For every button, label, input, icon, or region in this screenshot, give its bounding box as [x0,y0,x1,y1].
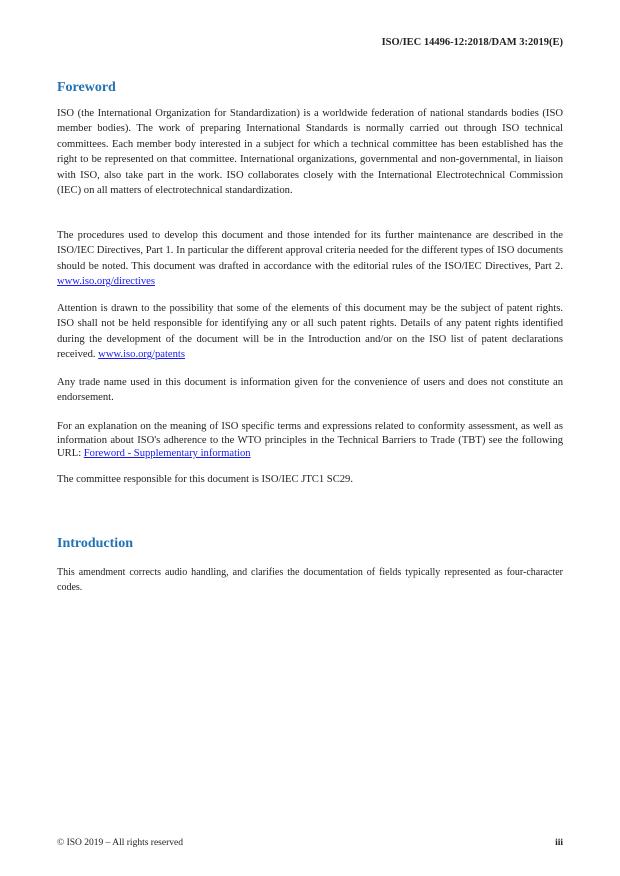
directives-link[interactable]: www.iso.org/directives [57,276,155,288]
copyright-footer: © ISO 2019 – All rights reserved [57,838,183,848]
paragraph-text: The procedures used to develop this document and those intended for its further maintenance are described in the ISO/IEC Directives, Part 1. In particular the different approval criteria needed for the different types of ISO documents should be noted. This document was drafted in accordance with the editorial rules of the ISO/IEC Directives, Part 2. [57,230,563,272]
page-number: iii [555,838,563,848]
document-id-header: ISO/IEC 14496-12:2018/DAM 3:2019(E) [381,37,563,48]
foreword-paragraph-6: The committee responsible for this document is ISO/IEC JTC1 SC29. [57,474,354,485]
foreword-heading: Foreword [57,80,116,95]
supplementary-info-link[interactable]: Foreword - Supplementary information [83,448,251,459]
introduction-paragraph: This amendment corrects audio handling, and clarifies the documentation of fields typically represented as four-character codes. [57,567,563,593]
introduction-heading: Introduction [57,536,133,551]
foreword-paragraph-4: Any trade name used in this document is information given for the convenience of users and does not constitute an endorsement. [57,377,563,404]
foreword-paragraph-1: ISO (the International Organization for Standardization) is a worldwide federation of national standards bodies (ISO member bodies). The work of preparing International Standards is normally carried out through ISO technical committees. Each member body interested in a subject for which a technical committee has been established has the right to be represented on that committee. International organizations, governmental and non-governmental, in liaison with ISO, also take part in the work. ISO collaborates closely with the International Electrotechnical Commission (IEC) on all matters of electrotechnical standardization. [57,108,563,197]
paragraph-text: For an explanation on the meaning of ISO specific terms and expressions related to conformity assessment, as well as information about ISO's adherence to the WTO principles in the Technical Barriers to Trade (TBT) see the following URL: [57,421,563,459]
foreword-paragraph-3 [57,301,563,363]
patents-link[interactable]: www.iso.org/patents [98,349,185,361]
foreword-paragraph-2 [57,228,563,290]
foreword-paragraph-5 [57,420,563,461]
paragraph-text: Attention is drawn to the possibility that some of the elements of this document may be the subject of patent rights. ISO shall not be held responsible for identifying any or all such patent rights. Details of any patent rights identified during the development of the document will be in the Introduction and/or on the ISO list of patent declarations received. [57,303,563,361]
